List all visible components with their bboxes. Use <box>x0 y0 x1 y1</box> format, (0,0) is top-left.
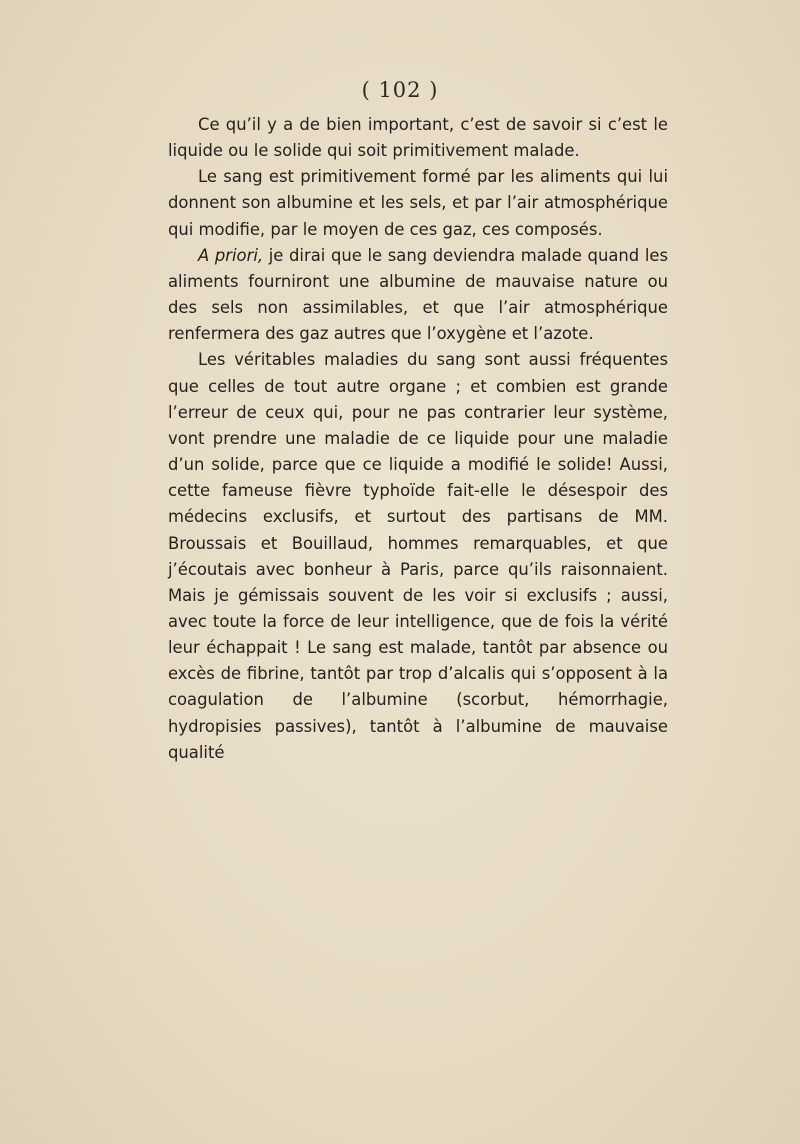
paragraph-3 <box>168 243 668 348</box>
italic-lead: A priori, <box>198 245 264 265</box>
paragraph-3-text: je dirai que le sang deviendra malade quand les aliments fourniront une albumine de mauvaise nature ou des sels non assimilables, et que l’air atmosphérique renfermera des gaz autres que l’oxygène et l’azote. <box>168 245 668 344</box>
page-number: ( 102 ) <box>361 78 439 102</box>
paragraph-4: Les véritables maladies du sang sont aussi fréquentes que celles de tout autre organe ; et combien est grande l’erreur de ceux qui, pour ne pas contrarier leur système, vont prendre une maladie de ce liquide pour une maladie d’un solide, parce que ce liquide a modifié le solide! Aussi, cette fameuse fièvre typhoïde fait-elle le désespoir des médecins exclusifs, et surtout des partisans de MM. Broussais et Bouillaud, hommes remarquables, et que j’écoutais avec bonheur à Paris, parce qu’ils raisonnaient. Mais je gémissais souvent de les voir si exclusifs ; aussi, avec toute la force de leur intelligence, que de fois la vérité leur échappait ! Le sang est malade, tantôt par absence ou excès de fibrine, tantôt par trop d’alcalis qui s’opposent à la coagulation de l’albumine (scorbut, hémorrhagie, hydropisies passives), tantôt à l’albumine de mauvaise qualité <box>168 350 668 762</box>
body-text <box>168 112 668 766</box>
paragraph-1: Ce qu’il y a de bien important, c’est de savoir si c’est le liquide ou le solide qui soit primitivement malade. <box>168 115 668 161</box>
paragraph-2: Le sang est primitivement formé par les aliments qui lui donnent son albumine et les sels, et par l’air atmosphérique qui modifie, par le moyen de ces gaz, ces composés. <box>168 167 668 239</box>
